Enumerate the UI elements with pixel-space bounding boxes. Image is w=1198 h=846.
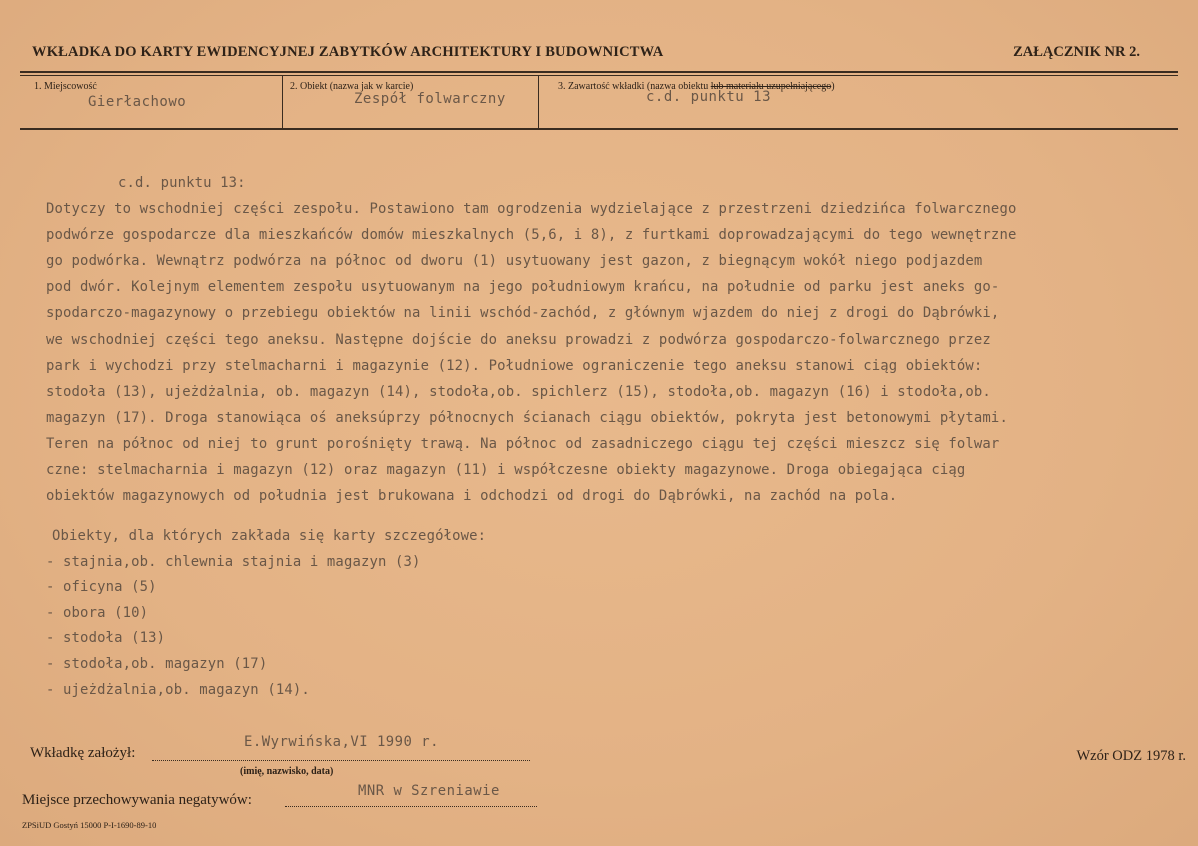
description-line: czne: stelmacharnia i magazyn (12) oraz magazyn (11) i współczesne obiekty magazynowe. Droga obiegająca ciąg bbox=[46, 462, 966, 479]
object-label: 2. Obiekt (nazwa jak w karcie) bbox=[290, 81, 414, 92]
form-title: WKŁADKA DO KARTY EWIDENCYJNEJ ZABYTKÓW ARCHITEKTURY I BUDOWNICTWA bbox=[32, 44, 664, 60]
description-heading: c.d. punktu 13: bbox=[118, 175, 246, 191]
detail-card-item: - ujeżdżalnia,ob. magazyn (14). bbox=[46, 681, 310, 698]
detail-card-item: - stodoła (13) bbox=[46, 630, 166, 647]
description-line: spodarczo-magazynowy o przebiegu obiektów na linii wschód-zachód, z głównym wjazdem do niej z drogi do Dąbrówki, bbox=[46, 305, 1000, 322]
template-version: Wzór ODZ 1978 r. bbox=[1076, 748, 1186, 764]
header-rule-top bbox=[20, 71, 1178, 73]
author-label: Wkładkę założył: bbox=[30, 745, 136, 761]
locality-label: 1. Miejscowość bbox=[34, 81, 97, 92]
contents-label-suffix: ) bbox=[831, 81, 835, 92]
author-caption: (imię, nazwisko, data) bbox=[240, 766, 334, 777]
negatives-value: MNR w Szreniawie bbox=[358, 783, 500, 799]
header-rule-top-inner bbox=[20, 75, 1178, 76]
negatives-dotted-line bbox=[285, 806, 537, 807]
description-line: stodoła (13), ujeżdżalnia, ob. magazyn (14), stodoła,ob. spichlerz (15), stodoła,ob. magazyn (16) i stodoła,ob. bbox=[46, 383, 991, 400]
negatives-label: Miejsce przechowywania negatywów: bbox=[22, 792, 252, 808]
description-line: go podwórka. Wewnątrz podwórza na północ od dworu (1) usytuowany jest gazon, z biegnącym wokół niego podjazdem bbox=[46, 253, 983, 270]
detail-card-item: - stodoła,ob. magazyn (17) bbox=[46, 655, 268, 672]
author-dotted-line bbox=[152, 760, 530, 761]
contents-value: c.d. punktu 13 bbox=[646, 89, 772, 105]
description-line: obiektów magazynowych od południa jest brukowana i odchodzi od drogi do Dąbrówki, na zachód na pola. bbox=[46, 488, 898, 505]
description-line: magazyn (17). Droga stanowiąca oś aneksúprzy północnych ścianach ciągu obiektów, pokryta jest betonowymi płytami. bbox=[46, 409, 1008, 426]
description-line: Teren na północ od niej to grunt porośnięty trawą. Na północ od zasadniczego ciągu tej części mieszcz się folwar bbox=[46, 435, 1000, 452]
annex-number: ZAŁĄCZNIK NR 2. bbox=[1013, 44, 1140, 60]
detail-card-item: - obora (10) bbox=[46, 604, 149, 621]
author-value: E.Wyrwińska,VI 1990 r. bbox=[244, 734, 439, 750]
contents-label-prefix: 3. Zawartość wkładki (nazwa obiektu bbox=[558, 81, 711, 92]
detail-cards-intro: Obiekty, dla których zakłada się karty szczegółowe: bbox=[52, 528, 487, 544]
header-rule-bottom bbox=[20, 128, 1178, 130]
detail-cards-list bbox=[46, 524, 486, 703]
field-divider-1 bbox=[282, 76, 283, 128]
description-line: podwórze gospodarcze dla mieszkańców domów mieszkalnych (5,6, i 8), z furtkami doprowadzającymi do tego wewnętrzne bbox=[46, 227, 1017, 244]
object-value: Zespół folwarczny bbox=[354, 91, 506, 107]
printer-imprint: ZPSiUD Gostyń 15000 P-I-1690-89-10 bbox=[22, 820, 157, 830]
description-line: pod dwór. Kolejnym elementem zespołu usytuowanym na jego południowym krańcu, na południe od parku jest aneks go- bbox=[46, 279, 1000, 296]
description-text bbox=[46, 170, 1198, 509]
detail-card-item: - stajnia,ob. chlewnia stajnia i magazyn (3) bbox=[46, 553, 421, 570]
description-line: Dotyczy to wschodniej części zespołu. Postawiono tam ogrodzenia wydzielające z przestrzeni dziedzińca folwarcznego bbox=[46, 201, 1017, 218]
description-line: we wschodniej części tego aneksu. Następne dojście do aneksu prowadzi z podwórza gospodarczo-folwarcznego przez bbox=[46, 331, 991, 348]
field-divider-2 bbox=[538, 76, 539, 128]
locality-value: Gierłachowo bbox=[88, 94, 187, 110]
contents-label-struck: lub materiału uzupełniającego bbox=[710, 81, 832, 92]
description-line: park i wychodzi przy stelmacharni i magazynie (12). Południowe ograniczenie tego aneksu stanowi ciąg obiektów: bbox=[46, 357, 983, 374]
detail-card-item: - oficyna (5) bbox=[46, 579, 157, 596]
